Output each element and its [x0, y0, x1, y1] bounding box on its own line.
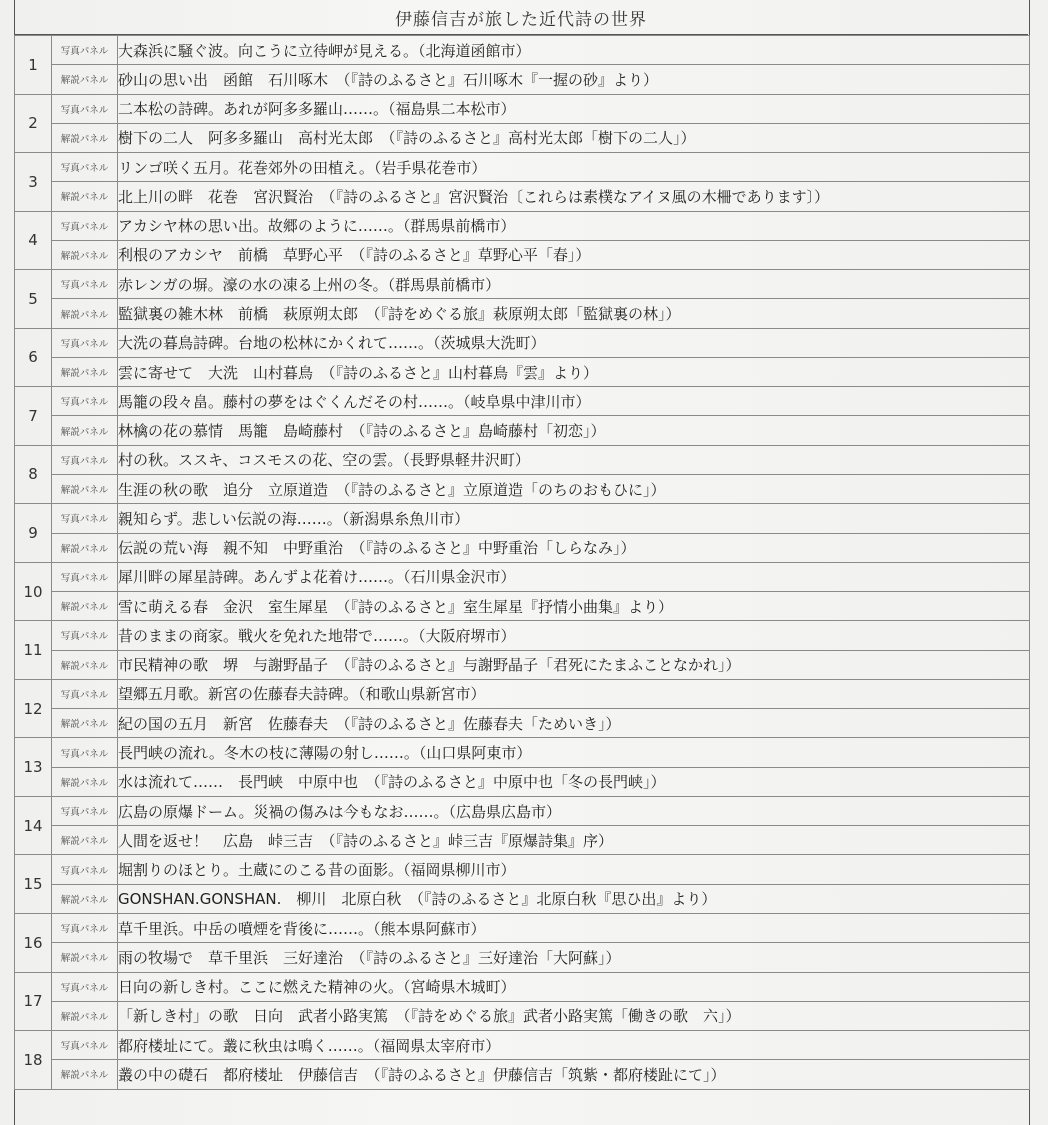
row-number: 1	[15, 36, 52, 95]
table-row	[15, 182, 1030, 211]
commentary-caption: 雨の牧場で 草千里浜 三好達治 （『詩のふるさと』三好達治「大阿蘇」）	[118, 943, 1030, 972]
row-number: 18	[15, 1031, 52, 1090]
table-row	[15, 153, 1030, 182]
row-number: 15	[15, 855, 52, 914]
panel-type-photo: 写真パネル	[52, 796, 118, 825]
photo-caption: 望郷五月歌。新宮の佐藤春夫詩碑。（和歌山県新宮市）	[118, 679, 1030, 708]
photo-caption: 都府楼址にて。叢に秋虫は鳴く……。（福岡県太宰府市）	[118, 1031, 1030, 1060]
photo-caption: リンゴ咲く五月。花巻郊外の田植え。（岩手県花巻市）	[118, 153, 1030, 182]
table-row	[15, 738, 1030, 767]
panel-type-photo: 写真パネル	[52, 94, 118, 123]
table-row	[15, 796, 1030, 825]
panel-type-photo: 写真パネル	[52, 738, 118, 767]
photo-caption: 親知らず。悲しい伝説の海……。（新潟県糸魚川市）	[118, 504, 1030, 533]
commentary-caption: 紀の国の五月 新宮 佐藤春夫 （『詩のふるさと』佐藤春夫「ためいき」）	[118, 709, 1030, 738]
panel-type-commentary: 解説パネル	[52, 1001, 118, 1030]
photo-caption: 赤レンガの塀。濠の水の凍る上州の冬。（群馬県前橋市）	[118, 270, 1030, 299]
table-row	[15, 592, 1030, 621]
table-row	[15, 650, 1030, 679]
panel-type-photo: 写真パネル	[52, 913, 118, 942]
panel-type-commentary: 解説パネル	[52, 299, 118, 328]
table-row	[15, 387, 1030, 416]
exhibit-list-table	[14, 35, 1030, 1090]
page-title: 伊藤信吉が旅した近代詩の世界	[14, 0, 1028, 35]
commentary-caption: 砂山の思い出 函館 石川啄木 （『詩のふるさと』石川啄木『一握の砂』より）	[118, 65, 1030, 94]
row-number: 8	[15, 445, 52, 504]
row-number: 6	[15, 328, 52, 387]
panel-type-photo: 写真パネル	[52, 153, 118, 182]
table-row	[15, 270, 1030, 299]
panel-type-photo: 写真パネル	[52, 445, 118, 474]
commentary-caption: 樹下の二人 阿多多羅山 高村光太郎 （『詩のふるさと』高村光太郎「樹下の二人」）	[118, 123, 1030, 152]
table-row	[15, 416, 1030, 445]
table-row	[15, 1060, 1030, 1089]
table-row	[15, 445, 1030, 474]
commentary-caption: 林檎の花の慕情 馬籠 島崎藤村 （『詩のふるさと』島崎藤村「初恋」）	[118, 416, 1030, 445]
photo-caption: 草千里浜。中岳の噴煙を背後に……。（熊本県阿蘇市）	[118, 913, 1030, 942]
commentary-caption: 雪に萌える春 金沢 室生犀星 （『詩のふるさと』室生犀星『抒情小曲集』より）	[118, 592, 1030, 621]
panel-type-commentary: 解説パネル	[52, 943, 118, 972]
table-row	[15, 36, 1030, 65]
row-number: 4	[15, 211, 52, 270]
panel-type-commentary: 解説パネル	[52, 884, 118, 913]
photo-caption: 大洗の暮鳥詩碑。台地の松林にかくれて……。（茨城県大洗町）	[118, 328, 1030, 357]
panel-type-photo: 写真パネル	[52, 855, 118, 884]
panel-type-commentary: 解説パネル	[52, 182, 118, 211]
table-row	[15, 1031, 1030, 1060]
panel-type-photo: 写真パネル	[52, 270, 118, 299]
row-number: 5	[15, 270, 52, 329]
commentary-caption: 伝説の荒い海 親不知 中野重治 （『詩のふるさと』中野重治「しらなみ」）	[118, 533, 1030, 562]
table-row	[15, 913, 1030, 942]
commentary-caption: 「新しき村」の歌 日向 武者小路実篤 （『詩をめぐる旅』武者小路実篤「働きの歌 六」）	[118, 1001, 1030, 1030]
commentary-caption: 監獄裏の雑木林 前橋 萩原朔太郎 （『詩をめぐる旅』萩原朔太郎「監獄裏の林」）	[118, 299, 1030, 328]
table-row	[15, 474, 1030, 503]
table-row	[15, 504, 1030, 533]
panel-type-commentary: 解説パネル	[52, 1060, 118, 1089]
commentary-caption: 叢の中の礎石 都府楼址 伊藤信吉 （『詩のふるさと』伊藤信吉「筑紫・都府楼趾にて」）	[118, 1060, 1030, 1089]
commentary-caption: 雲に寄せて 大洗 山村暮鳥 （『詩のふるさと』山村暮鳥『雲』より）	[118, 357, 1030, 386]
panel-type-photo: 写真パネル	[52, 504, 118, 533]
panel-type-commentary: 解説パネル	[52, 240, 118, 269]
panel-type-photo: 写真パネル	[52, 562, 118, 591]
row-number: 11	[15, 621, 52, 680]
panel-type-commentary: 解説パネル	[52, 357, 118, 386]
panel-type-commentary: 解説パネル	[52, 650, 118, 679]
commentary-caption: 利根のアカシヤ 前橋 草野心平 （『詩のふるさと』草野心平「春」）	[118, 240, 1030, 269]
row-number: 17	[15, 972, 52, 1031]
panel-type-commentary: 解説パネル	[52, 474, 118, 503]
table-row	[15, 299, 1030, 328]
table-row	[15, 855, 1030, 884]
table-row	[15, 562, 1030, 591]
photo-caption: 昔のままの商家。戦火を免れた地帯で……。（大阪府堺市）	[118, 621, 1030, 650]
panel-type-commentary: 解説パネル	[52, 826, 118, 855]
table-row	[15, 533, 1030, 562]
panel-type-photo: 写真パネル	[52, 679, 118, 708]
panel-type-photo: 写真パネル	[52, 1031, 118, 1060]
panel-type-photo: 写真パネル	[52, 972, 118, 1001]
commentary-caption: GONSHAN.GONSHAN. 柳川 北原白秋 （『詩のふるさと』北原白秋『思ひ出』より）	[118, 884, 1030, 913]
table-row	[15, 94, 1030, 123]
panel-type-commentary: 解説パネル	[52, 767, 118, 796]
commentary-caption: 水は流れて…… 長門峡 中原中也 （『詩のふるさと』中原中也「冬の長門峡」）	[118, 767, 1030, 796]
photo-caption: 二本松の詩碑。あれが阿多多羅山……。（福島県二本松市）	[118, 94, 1030, 123]
panel-type-commentary: 解説パネル	[52, 123, 118, 152]
row-number: 3	[15, 153, 52, 212]
row-number: 10	[15, 562, 52, 621]
row-number: 16	[15, 913, 52, 972]
photo-caption: 村の秋。ススキ、コスモスの花、空の雲。（長野県軽井沢町）	[118, 445, 1030, 474]
panel-type-photo: 写真パネル	[52, 36, 118, 65]
table-row	[15, 65, 1030, 94]
table-row	[15, 826, 1030, 855]
row-number: 14	[15, 796, 52, 855]
panel-type-photo: 写真パネル	[52, 621, 118, 650]
table-row	[15, 884, 1030, 913]
photo-caption: 広島の原爆ドーム。災禍の傷みは今もなお……。（広島県広島市）	[118, 796, 1030, 825]
panel-type-commentary: 解説パネル	[52, 592, 118, 621]
row-number: 2	[15, 94, 52, 153]
commentary-caption: 人間を返せ！ 広島 峠三吉 （『詩のふるさと』峠三吉『原爆詩集』序）	[118, 826, 1030, 855]
commentary-caption: 市民精神の歌 堺 与謝野晶子 （『詩のふるさと』与謝野晶子「君死にたまふことなかれ」）	[118, 650, 1030, 679]
row-number: 13	[15, 738, 52, 797]
table-row	[15, 709, 1030, 738]
table-row	[15, 357, 1030, 386]
row-number: 12	[15, 679, 52, 738]
photo-caption: 堀割りのほとり。土蔵にのこる昔の面影。（福岡県柳川市）	[118, 855, 1030, 884]
panel-type-commentary: 解説パネル	[52, 709, 118, 738]
photo-caption: 大森浜に騒ぐ波。向こうに立待岬が見える。（北海道函館市）	[118, 36, 1030, 65]
panel-type-photo: 写真パネル	[52, 211, 118, 240]
panel-type-photo: 写真パネル	[52, 328, 118, 357]
table-row	[15, 211, 1030, 240]
table-row	[15, 767, 1030, 796]
panel-type-commentary: 解説パネル	[52, 533, 118, 562]
panel-type-photo: 写真パネル	[52, 387, 118, 416]
table-row	[15, 972, 1030, 1001]
table-row	[15, 621, 1030, 650]
photo-caption: 長門峡の流れ。冬木の枝に薄陽の射し……。（山口県阿東市）	[118, 738, 1030, 767]
row-number: 7	[15, 387, 52, 446]
table-row	[15, 1001, 1030, 1030]
photo-caption: 馬籠の段々畠。藤村の夢をはぐくんだその村……。（岐阜県中津川市）	[118, 387, 1030, 416]
table-row	[15, 943, 1030, 972]
commentary-caption: 北上川の畔 花巻 宮沢賢治 （『詩のふるさと』宮沢賢治〔これらは素樸なアイヌ風の木柵であります〕）	[118, 182, 1030, 211]
row-number: 9	[15, 504, 52, 563]
panel-type-commentary: 解説パネル	[52, 65, 118, 94]
table-row	[15, 240, 1030, 269]
panel-type-commentary: 解説パネル	[52, 416, 118, 445]
table-row	[15, 328, 1030, 357]
exhibit-list-body	[15, 36, 1030, 1090]
photo-caption: 犀川畔の犀星詩碑。あんずよ花着け……。（石川県金沢市）	[118, 562, 1030, 591]
photo-caption: 日向の新しき村。ここに燃えた精神の火。（宮崎県木城町）	[118, 972, 1030, 1001]
photo-caption: アカシヤ林の思い出。故郷のように……。（群馬県前橋市）	[118, 211, 1030, 240]
commentary-caption: 生涯の秋の歌 追分 立原道造 （『詩のふるさと』立原道造「のちのおもひに」）	[118, 474, 1030, 503]
table-row	[15, 123, 1030, 152]
table-row	[15, 679, 1030, 708]
